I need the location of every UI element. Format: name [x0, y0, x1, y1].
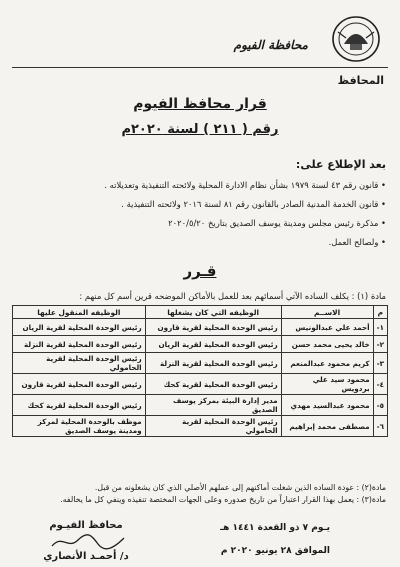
table-header-row: [13, 306, 388, 319]
header-name: الاســم: [281, 306, 373, 319]
letterhead: [12, 8, 388, 68]
list-item: • ولصالح العمل.: [328, 237, 386, 247]
table-row: [13, 336, 388, 353]
list-item: • قانون رقم ٤٣ لسنة ١٩٧٩ بشأن نظام الادارة المحلية ولائحته التنفيذية وتعديلاته .: [104, 180, 386, 190]
governorate-emblem-icon: [330, 14, 382, 64]
header-current-job: الوظيفه التي كان يشغلها: [145, 306, 281, 319]
row-name: أحمد علي عبدالونيس: [281, 319, 373, 336]
table-row: [13, 395, 388, 416]
row-new-job: موظف بالوحدة المحلية لمركز ومدينة يوسف الصديق: [13, 416, 146, 437]
row-num: ٦-: [373, 416, 387, 437]
header-num: م: [373, 306, 387, 319]
governor-label: المحافظ: [337, 74, 384, 87]
table-row: [13, 416, 388, 437]
row-new-job: رئيس الوحدة المحلية لقرية الحامولي: [13, 353, 146, 374]
row-name: خالد يحيى محمد حسن: [281, 336, 373, 353]
references-list: [14, 176, 386, 252]
article-2: مادة(٢) : عودة الساده الذين شغلت أماكنهم إلى عملهم الأصلي الذي كان يشغلونه من قبل.: [94, 483, 386, 492]
row-current-job: رئيس الوحدة المحلية لقرية قارون: [145, 319, 281, 336]
handwritten-signature-icon: [48, 532, 128, 552]
row-current-job: مدير إدارة البيئة بمركز يوسف الصديق: [145, 395, 281, 416]
staff-table: [12, 305, 388, 437]
after-review-heading: بعد الإطلاع على:: [295, 158, 386, 171]
table-row: [13, 319, 388, 336]
row-num: ١-: [373, 319, 387, 336]
row-current-job: رئيس الوحدة المحلية لقرية النزلة: [145, 353, 281, 374]
decree-title: قرار محافظ الفيوم: [133, 96, 267, 112]
list-item: • قانون الخدمة المدنية الصادر بالقانون رقم ٨١ لسنة ٢٠١٦ ولائحته التنفيذية .: [121, 199, 386, 209]
table-row: [13, 374, 388, 395]
signatory-name: د/ أحمـد الأنصاري: [43, 551, 129, 562]
decree-number: رقم ( ٢١١ ) لسنة ٢٠٢٠م: [121, 122, 279, 137]
governorate-name: محافظة الفيوم: [233, 38, 308, 52]
row-new-job: رئيس الوحدة المحلية لقرية كحك: [13, 395, 146, 416]
row-current-job: رئيس الوحدة المحلية لقرية الريان: [145, 336, 281, 353]
row-num: ٤-: [373, 374, 387, 395]
row-name: محمود عبدالسيد مهدي: [281, 395, 373, 416]
row-new-job: رئيس الوحدة المحلية لقرية الريان: [13, 319, 146, 336]
row-name: محمود سيد علي بردويس: [281, 374, 373, 395]
row-current-job: رئيس الوحدة المحلية لقرية كحك: [145, 374, 281, 395]
article-3: مادة(٣) : يعمل بهذا القرار اعتباراً من تاريخ صدوره وعلى الجهات المختصة تنفيذه وينفي كل ما يخالفه.: [60, 495, 386, 504]
table-row: [13, 353, 388, 374]
row-new-job: رئيس الوحدة المحلية لقرية النزلة: [13, 336, 146, 353]
gregorian-date: الموافق ٢٨ يونيو ٢٠٢٠ م: [220, 546, 330, 556]
article-1: مادة (١) : يكلف الساده الآتي أسمائهم بعد للعمل بالأماكن الموضحه قرين أسم كل منهم :: [79, 291, 386, 301]
row-new-job: رئيس الوحدة المحلية لقرية قارون: [13, 374, 146, 395]
row-name: مصطفى محمد إبراهيم: [281, 416, 373, 437]
hijri-date: يـوم ٧ ذو القعدة ١٤٤١ هـ: [220, 523, 330, 533]
row-num: ٣-: [373, 353, 387, 374]
decided-heading: قـرر: [183, 262, 217, 280]
row-name: كريم محمود عبدالمنعم: [281, 353, 373, 374]
row-num: ٢-: [373, 336, 387, 353]
row-current-job: رئيس الوحدة المحلية لقرية الحامولي: [145, 416, 281, 437]
row-num: ٥-: [373, 395, 387, 416]
list-item: • مذكرة رئيس مجلس ومدينة يوسف الصديق بتاريخ ٢٠٢٠/٥/٢٠: [168, 218, 386, 228]
header-new-job: الوظيفه المنقول عليها: [13, 306, 146, 319]
signatory-title: محافظ الفيـوم: [49, 520, 123, 531]
